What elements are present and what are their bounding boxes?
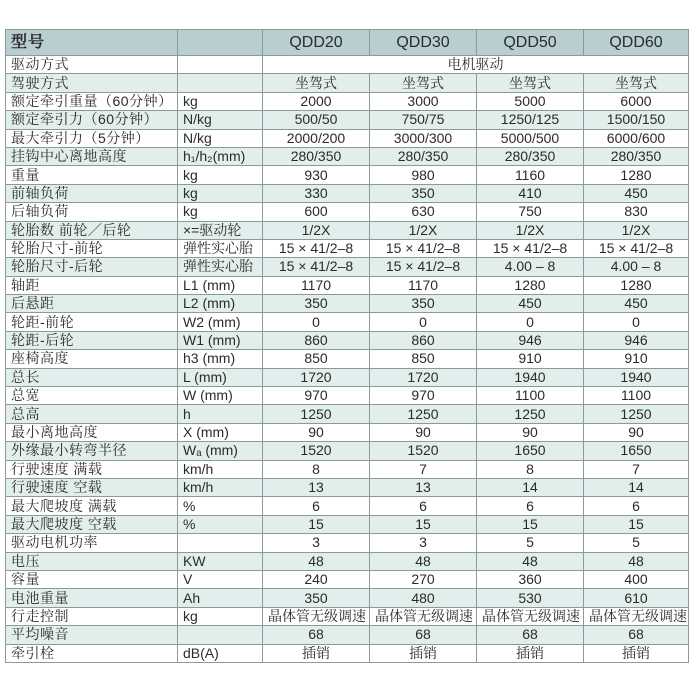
row-overall-width — [6, 387, 689, 405]
spec-unit: dB(A) — [178, 644, 263, 662]
value-qdd60: 90 — [584, 423, 689, 441]
value-qdd30: 3 — [370, 534, 477, 552]
spec-unit: kg — [178, 607, 263, 625]
value-qdd60: 1650 — [584, 442, 689, 460]
spec-unit — [178, 74, 263, 92]
row-drive-type — [6, 56, 689, 74]
value-qdd50: 1100 — [477, 387, 584, 405]
value-qdd60: 6000 — [584, 92, 689, 110]
unit-header — [178, 30, 263, 56]
spec-label: 后悬距 — [6, 295, 178, 313]
value-qdd50: 750 — [477, 203, 584, 221]
value-qdd30: 48 — [370, 552, 477, 570]
row-rear-track — [6, 331, 689, 349]
spec-label: 后轴负荷 — [6, 203, 178, 221]
spec-label: 轮距-前轮 — [6, 313, 178, 331]
spec-label: 总宽 — [6, 387, 178, 405]
spec-unit: W (mm) — [178, 387, 263, 405]
value-qdd60: 15 — [584, 515, 689, 533]
value-qdd50: 5000 — [477, 92, 584, 110]
row-front-axle-load — [6, 184, 689, 202]
value-qdd50: 8 — [477, 460, 584, 478]
row-ground-clearance — [6, 423, 689, 441]
value-qdd30: 6 — [370, 497, 477, 515]
spec-label: 外缘最小转弯半径 — [6, 442, 178, 460]
value-qdd50: 插销 — [477, 644, 584, 662]
value-qdd50: 5000/500 — [477, 129, 584, 147]
value-qdd60: 830 — [584, 203, 689, 221]
value-qdd20: 3 — [263, 534, 370, 552]
value-qdd60: 68 — [584, 626, 689, 644]
value-qdd20: 晶体管无级调速 — [263, 607, 370, 625]
spec-unit: h₁/h₂(mm) — [178, 147, 263, 165]
value-qdd30: 970 — [370, 387, 477, 405]
value-qdd30: 480 — [370, 589, 477, 607]
value-qdd20: 600 — [263, 203, 370, 221]
model-qdd60: QDD60 — [584, 30, 689, 56]
spec-unit: % — [178, 515, 263, 533]
spec-label: 总长 — [6, 368, 178, 386]
spec-label: 轮胎尺寸-前轮 — [6, 239, 178, 257]
row-hitch-height — [6, 147, 689, 165]
value-qdd60: 910 — [584, 350, 689, 368]
spec-label: 座椅高度 — [6, 350, 178, 368]
spec-label: 额定牵引力（60分钟） — [6, 111, 178, 129]
value-qdd30: 坐驾式 — [370, 74, 477, 92]
spec-label: 轮胎尺寸-后轮 — [6, 258, 178, 276]
spec-unit: h3 (mm) — [178, 350, 263, 368]
value-qdd20: 1720 — [263, 368, 370, 386]
value-qdd50: 946 — [477, 331, 584, 349]
value-qdd30: 1170 — [370, 276, 477, 294]
value-qdd50: 1250/125 — [477, 111, 584, 129]
value-qdd20: 1250 — [263, 405, 370, 423]
value-qdd50: 0 — [477, 313, 584, 331]
spec-label: 最小离地高度 — [6, 423, 178, 441]
value-qdd20: 13 — [263, 478, 370, 496]
row-front-track — [6, 313, 689, 331]
spec-label: 额定牵引重量（60分钟） — [6, 92, 178, 110]
value-qdd30: 630 — [370, 203, 477, 221]
value-qdd60: 5 — [584, 534, 689, 552]
row-wheelbase — [6, 276, 689, 294]
value-qdd60: 450 — [584, 295, 689, 313]
value-qdd20: 8 — [263, 460, 370, 478]
value-qdd50: 68 — [477, 626, 584, 644]
spec-unit: N/kg — [178, 111, 263, 129]
spec-label: 电池重量 — [6, 589, 178, 607]
row-gradeability-unladen — [6, 515, 689, 533]
spec-label: 前轴负荷 — [6, 184, 178, 202]
value-qdd20: 930 — [263, 166, 370, 184]
spec-label: 轴距 — [6, 276, 178, 294]
model-label: 型号 — [6, 30, 178, 56]
value-qdd50: 530 — [477, 589, 584, 607]
value-qdd60: 450 — [584, 184, 689, 202]
value-qdd60: 1/2X — [584, 221, 689, 239]
value-qdd60: 280/350 — [584, 147, 689, 165]
spec-unit: W1 (mm) — [178, 331, 263, 349]
value-qdd50: 910 — [477, 350, 584, 368]
value-qdd20: 2000/200 — [263, 129, 370, 147]
row-voltage — [6, 552, 689, 570]
spec-label: 容量 — [6, 570, 178, 588]
value-qdd30: 860 — [370, 331, 477, 349]
value-qdd20: 850 — [263, 350, 370, 368]
spec-label: 轮距-后轮 — [6, 331, 178, 349]
value-qdd20: 970 — [263, 387, 370, 405]
spec-unit: X (mm) — [178, 423, 263, 441]
value-qdd30: 0 — [370, 313, 477, 331]
spec-label: 最大爬坡度 满载 — [6, 497, 178, 515]
value-qdd30: 1250 — [370, 405, 477, 423]
row-rated-towing-weight — [6, 92, 689, 110]
value-qdd50: 90 — [477, 423, 584, 441]
value-qdd30: 980 — [370, 166, 477, 184]
row-seat-height — [6, 350, 689, 368]
model-qdd30: QDD30 — [370, 30, 477, 56]
value-qdd60: 1500/150 — [584, 111, 689, 129]
value-qdd60: 15 × 41/2–8 — [584, 239, 689, 257]
value-qdd20: 1/2X — [263, 221, 370, 239]
spec-unit — [178, 56, 263, 74]
value-qdd20: 15 × 41/2–8 — [263, 239, 370, 257]
value-qdd60: 1250 — [584, 405, 689, 423]
value-qdd50: 15 — [477, 515, 584, 533]
value-qdd30: 15 × 41/2–8 — [370, 239, 477, 257]
value-qdd30: 15 × 41/2–8 — [370, 258, 477, 276]
row-front-tire-size — [6, 239, 689, 257]
value-qdd50: 6 — [477, 497, 584, 515]
value-qdd50: 1160 — [477, 166, 584, 184]
value-qdd20: 240 — [263, 570, 370, 588]
value-qdd60: 1280 — [584, 276, 689, 294]
spec-unit: kg — [178, 166, 263, 184]
value-qdd50: 晶体管无级调速 — [477, 607, 584, 625]
value-qdd60: 14 — [584, 478, 689, 496]
value-qdd20: 68 — [263, 626, 370, 644]
value-qdd50: 5 — [477, 534, 584, 552]
value-qdd30: 280/350 — [370, 147, 477, 165]
value-qdd50: 坐驾式 — [477, 74, 584, 92]
row-max-drawbar-pull — [6, 129, 689, 147]
spec-unit: W2 (mm) — [178, 313, 263, 331]
spec-label: 驱动方式 — [6, 56, 178, 74]
value-qdd20: 350 — [263, 589, 370, 607]
row-noise — [6, 626, 689, 644]
row-turning-radius — [6, 442, 689, 460]
value-qdd20: 90 — [263, 423, 370, 441]
spec-unit: 弹性实心胎 — [178, 258, 263, 276]
value-qdd50: 1250 — [477, 405, 584, 423]
spec-unit: L (mm) — [178, 368, 263, 386]
value-qdd50: 1/2X — [477, 221, 584, 239]
value-qdd30: 13 — [370, 478, 477, 496]
value-qdd50: 1650 — [477, 442, 584, 460]
spec-label: 驱动电机功率 — [6, 534, 178, 552]
row-capacity — [6, 570, 689, 588]
value-qdd20: 插销 — [263, 644, 370, 662]
spec-unit — [178, 626, 263, 644]
value-qdd60: 6000/600 — [584, 129, 689, 147]
spec-unit: kg — [178, 92, 263, 110]
spec-label: 重量 — [6, 166, 178, 184]
value-qdd50: 360 — [477, 570, 584, 588]
value-qdd60: 4.00 – 8 — [584, 258, 689, 276]
value-qdd30: 3000/300 — [370, 129, 477, 147]
value-qdd20: 350 — [263, 295, 370, 313]
value-qdd20: 1170 — [263, 276, 370, 294]
value-qdd20: 15 — [263, 515, 370, 533]
value-qdd60: 400 — [584, 570, 689, 588]
spec-unit: 弹性实心胎 — [178, 239, 263, 257]
spec-unit: Wₐ (mm) — [178, 442, 263, 460]
spec-unit: L1 (mm) — [178, 276, 263, 294]
row-overall-length — [6, 368, 689, 386]
value-qdd50: 450 — [477, 295, 584, 313]
spec-unit: kg — [178, 203, 263, 221]
spec-label: 轮胎数 前轮／后轮 — [6, 221, 178, 239]
value-qdd60: 1100 — [584, 387, 689, 405]
row-tow-pin — [6, 644, 689, 662]
value-all-models: 电机驱动 — [263, 56, 689, 74]
row-gradeability-laden — [6, 497, 689, 515]
spec-unit: V — [178, 570, 263, 588]
value-qdd50: 280/350 — [477, 147, 584, 165]
value-qdd50: 410 — [477, 184, 584, 202]
spec-label: 行驶速度 空载 — [6, 478, 178, 496]
spec-unit: N/kg — [178, 129, 263, 147]
model-qdd50: QDD50 — [477, 30, 584, 56]
value-qdd60: 946 — [584, 331, 689, 349]
row-motor-power — [6, 534, 689, 552]
spec-label: 最大爬坡度 空载 — [6, 515, 178, 533]
spec-label: 平均噪音 — [6, 626, 178, 644]
row-tire-count — [6, 221, 689, 239]
spec-unit: km/h — [178, 478, 263, 496]
model-qdd20: QDD20 — [263, 30, 370, 56]
header-row — [6, 30, 689, 56]
value-qdd30: 750/75 — [370, 111, 477, 129]
value-qdd20: 860 — [263, 331, 370, 349]
value-qdd30: 350 — [370, 184, 477, 202]
value-qdd50: 1280 — [477, 276, 584, 294]
row-weight — [6, 166, 689, 184]
spec-label: 牵引栓 — [6, 644, 178, 662]
spec-label: 总高 — [6, 405, 178, 423]
value-qdd30: 270 — [370, 570, 477, 588]
value-qdd50: 48 — [477, 552, 584, 570]
value-qdd60: 坐驾式 — [584, 74, 689, 92]
value-qdd30: 3000 — [370, 92, 477, 110]
value-qdd60: 6 — [584, 497, 689, 515]
spec-label: 驾驶方式 — [6, 74, 178, 92]
value-qdd30: 晶体管无级调速 — [370, 607, 477, 625]
value-qdd30: 1520 — [370, 442, 477, 460]
value-qdd20: 280/350 — [263, 147, 370, 165]
spec-unit: h — [178, 405, 263, 423]
value-qdd20: 330 — [263, 184, 370, 202]
value-qdd60: 插销 — [584, 644, 689, 662]
value-qdd60: 48 — [584, 552, 689, 570]
row-rear-overhang — [6, 295, 689, 313]
value-qdd20: 500/50 — [263, 111, 370, 129]
spec-unit: kg — [178, 184, 263, 202]
spec-label: 行驶速度 满载 — [6, 460, 178, 478]
spec-label: 电压 — [6, 552, 178, 570]
row-speed-unladen — [6, 478, 689, 496]
row-rear-axle-load — [6, 203, 689, 221]
row-rated-drawbar-pull — [6, 111, 689, 129]
spec-label: 最大牵引力（5分钟） — [6, 129, 178, 147]
row-overall-height — [6, 405, 689, 423]
value-qdd30: 插销 — [370, 644, 477, 662]
spec-unit: ×=驱动轮 — [178, 221, 263, 239]
spec-unit: Ah — [178, 589, 263, 607]
value-qdd60: 1280 — [584, 166, 689, 184]
value-qdd30: 68 — [370, 626, 477, 644]
value-qdd50: 4.00 – 8 — [477, 258, 584, 276]
value-qdd50: 15 × 41/2–8 — [477, 239, 584, 257]
value-qdd30: 15 — [370, 515, 477, 533]
value-qdd30: 1720 — [370, 368, 477, 386]
value-qdd20: 15 × 41/2–8 — [263, 258, 370, 276]
value-qdd50: 14 — [477, 478, 584, 496]
row-speed-laden — [6, 460, 689, 478]
row-travel-control — [6, 607, 689, 625]
row-driving-position — [6, 74, 689, 92]
value-qdd30: 1/2X — [370, 221, 477, 239]
value-qdd60: 0 — [584, 313, 689, 331]
row-rear-tire-size — [6, 258, 689, 276]
spec-unit — [178, 534, 263, 552]
value-qdd20: 2000 — [263, 92, 370, 110]
spec-table — [5, 29, 689, 663]
value-qdd60: 晶体管无级调速 — [584, 607, 689, 625]
value-qdd20: 0 — [263, 313, 370, 331]
spec-unit: % — [178, 497, 263, 515]
spec-label: 行走控制 — [6, 607, 178, 625]
value-qdd20: 6 — [263, 497, 370, 515]
spec-unit: KW — [178, 552, 263, 570]
value-qdd20: 坐驾式 — [263, 74, 370, 92]
spec-unit: L2 (mm) — [178, 295, 263, 313]
value-qdd20: 48 — [263, 552, 370, 570]
value-qdd30: 850 — [370, 350, 477, 368]
spec-unit: km/h — [178, 460, 263, 478]
value-qdd30: 350 — [370, 295, 477, 313]
value-qdd60: 610 — [584, 589, 689, 607]
value-qdd30: 90 — [370, 423, 477, 441]
value-qdd30: 7 — [370, 460, 477, 478]
value-qdd50: 1940 — [477, 368, 584, 386]
row-battery-weight — [6, 589, 689, 607]
value-qdd20: 1520 — [263, 442, 370, 460]
value-qdd60: 1940 — [584, 368, 689, 386]
value-qdd60: 7 — [584, 460, 689, 478]
spec-label: 挂钩中心离地高度 — [6, 147, 178, 165]
